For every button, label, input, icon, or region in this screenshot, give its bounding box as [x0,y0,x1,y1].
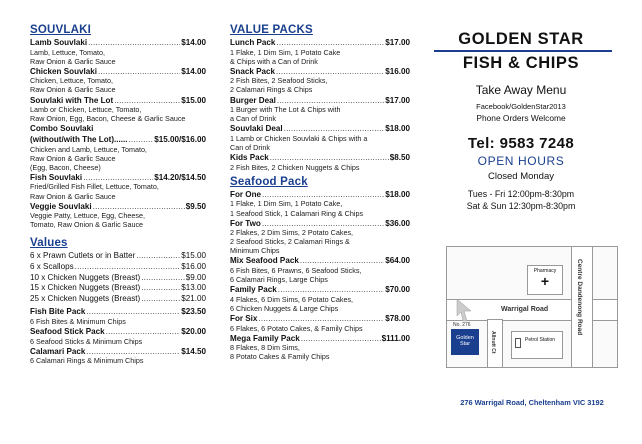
open-hours-title: OPEN HOURS [477,154,565,168]
menu-item-name: For Six [230,314,258,324]
allnutt-label: Allnutt Ct [490,331,496,354]
value-packs-list [230,38,410,172]
menu-item-description: 4 Flakes, 6 Dim Sims, 6 Potato Cakes, [230,294,354,304]
menu-item [230,256,410,284]
menu-item-row [230,67,410,77]
phone-number: Tel: 9583 7248 [467,135,575,152]
brand-rule [434,50,612,52]
menu-item-description: 1 Seafood Stick, 1 Calamari Ring & Chips [230,208,364,218]
dot-leader [262,219,384,229]
menu-item-name: (without/with The Lot)...... [30,134,128,144]
dot-leader [141,294,180,304]
menu-item-description: Can of Drink [230,143,270,153]
dot-leader [278,285,384,295]
menu-item-price: $14.20/$14.50 [154,172,206,182]
menu-item [230,96,410,124]
menu-item-name: For Two [230,218,261,228]
menu-item-name: Mega Family Pack [230,333,300,343]
menu-item-description: 8 Flakes, 8 Dim Sims, [230,343,300,353]
menu-item-price: $9.00 [185,272,206,282]
menu-item-description: Lamb, Lettuce, Tomato, [30,47,105,57]
brand-name: GOLDEN STAR [458,30,584,48]
brand-subtitle: FISH & CHIPS [462,54,580,72]
menu-item-row [230,285,410,295]
menu-item-price: $15.00/$16.00 [154,134,206,144]
dot-leader [86,307,180,317]
menu-item-row [230,190,410,200]
menu-item-price: $64.00 [385,256,410,266]
menu-item [30,173,206,201]
hours-weekend: Sat & Sun 12:30pm-8:30pm [466,201,576,211]
dot-leader [136,251,180,261]
menu-item-row [30,96,206,106]
menu-item-description: Lamb or Chicken, Lettuce, Tomato, [30,105,142,115]
menu-item-description: 2 Seafood Sticks, 2 Calamari Rings & [230,237,350,247]
menu-item-name: Veggie Souvlaki [30,201,92,211]
menu-item-row [30,347,206,357]
menu-item-description: (Egg, Bacon, Cheese) [30,162,101,172]
petrol-station-block [511,331,563,359]
dot-leader [300,256,384,266]
menu-item-name: 6 x Scallops [30,261,74,271]
menu-item-row [30,173,206,183]
menu-item-price: $23.50 [181,307,206,317]
dot-leader [284,124,385,134]
menu-item-row [30,273,206,283]
petrol-label: Petrol Station [525,337,556,343]
menu-item-price: $70.00 [385,285,410,295]
dot-leader [276,38,384,48]
menu-item-row [230,256,410,266]
menu-item-description: 6 Fish Bites & Minimum Chips [30,316,126,326]
menu-item-name: 25 x Chicken Nuggets (Breast) [30,293,141,303]
menu-item-price: $17.00 [385,38,410,47]
menu-item [230,334,410,362]
closed-day: Closed Monday [487,171,554,182]
menu-item-price: $15.00 [181,95,206,105]
menu-item-price: $78.00 [385,314,410,324]
menu-item [30,38,206,66]
menu-item-description: Raw Onion & Garlic Sauce [30,85,116,95]
menu-item-row [30,38,206,48]
menu-item-description: 2 Fish Bites, 2 Seafood Sticks, [230,76,328,86]
menu-item-row [230,38,410,48]
opening-hours [426,188,616,212]
value-packs-title: VALUE PACKS [230,24,313,36]
menu-item-description: 6 Chicken Nuggets & Large Chips [230,303,339,313]
menu-item [230,190,410,218]
menu-item-description: 6 Calamari Rings & Minimum Chips [30,356,144,366]
souvlaki-title: SOUVLAKI [30,24,92,36]
menu-item-name: Chicken Souvlaki [30,66,98,76]
menu-item-price: $16.00 [385,66,410,76]
menu-item [230,314,410,333]
dot-leader [301,334,381,344]
dot-leader [277,96,384,106]
menu-item [30,347,206,366]
menu-item-price: $8.50 [389,153,410,163]
menu-item-row [30,135,206,145]
menu-item-price: $14.00 [181,38,206,47]
menu-item-name: Burger Deal [230,95,276,105]
menu-item [30,327,206,346]
menu-item [230,38,410,66]
menu-item-description: 1 Burger with The Lot & Chips with [230,105,341,115]
menu-item-description: 2 Flakes, 2 Dim Sims, 2 Potato Cakes, [230,228,354,238]
dot-leader [106,327,181,337]
menu-item-name: Mix Seafood Pack [230,256,299,266]
shop-address: 276 Warrigal Road, Cheltenham VIC 3192 [460,398,604,407]
menu-item-description: Chicken and Lamb, Lettuce, Tomato, [30,144,147,154]
menu-item-row [30,327,206,337]
menu-item-price: $15.00 [181,251,206,261]
menu-item-description: 6 Fish Bites, 6 Prawns, 6 Seafood Sticks, [230,266,362,276]
menu-item-price: $20.00 [181,327,206,337]
dot-leader [262,190,384,200]
brand-logo [426,30,616,73]
dot-leader [258,314,384,324]
dot-leader [93,202,185,212]
pharmacy-block [527,265,563,295]
column-info [426,24,616,212]
menu-item [230,219,410,256]
dot-leader [141,283,180,293]
phone-orders-text: Phone Orders Welcome [476,113,566,123]
shop-marker [451,329,479,355]
menu-item-description: Veggie Patty, Lettuce, Egg, Cheese, [30,211,145,221]
menu-item-name: Souvlaki with The Lot [30,95,114,105]
menu-item-price: $36.00 [385,218,410,228]
menu-item-name: Souvlaki Deal [230,124,283,134]
menu-item-description: & Chips with a Can of Drink [230,56,318,66]
menu-item [30,283,206,293]
menu-item-price: $14.50 [181,346,206,356]
menu-item-name: Lamb Souvlaki [30,38,88,47]
menu-item-row [230,219,410,229]
menu-item-price: $18.00 [385,124,410,134]
menu-item-row [30,307,206,317]
menu-item-description: Raw Onion, Egg, Bacon, Cheese & Garlic Sauce [30,114,186,124]
dot-leader [98,67,180,77]
menu-item-description: Chicken, Lettuce, Tomato, [30,76,113,86]
fuel-pump-icon [515,338,521,348]
menu-item-name: Seafood Stick Pack [30,327,105,337]
facebook-handle: Facebook/GoldenStar2013 [476,102,566,111]
menu-item-price: $16.00 [181,261,206,271]
column-packs [230,24,410,362]
dot-leader [75,262,181,272]
dot-leader [114,96,180,106]
column-souvlaki-values [30,24,206,365]
dot-leader [276,67,384,77]
menu-item-row [230,314,410,324]
menu-item-description: Raw Onion & Garlic Sauce [30,153,116,163]
dot-leader [83,173,153,183]
menu-item-row [230,96,410,106]
menu-item-description: Raw Onion & Garlic Sauce [30,191,116,201]
seafood-pack-list [230,190,410,362]
takeaway-heading: Take Away Menu [475,83,567,97]
souvlaki-list [30,38,206,229]
menu-item-description: 2 Fish Bites, 2 Chicken Nuggets & Chips [230,162,360,172]
menu-item-name: For One [230,189,262,199]
dot-leader [86,347,180,357]
menu-item-row [30,294,206,304]
menu-item-row [30,202,206,212]
menu-item-name: 15 x Chicken Nuggets (Breast) [30,283,141,293]
street-number: No. 276 [453,322,471,328]
menu-item-name: Combo Souvlaki [30,124,94,134]
menu-item [30,251,206,261]
menu-item-description: 6 Flakes, 6 Potato Cakes, & Family Chips [230,323,363,333]
menu-item [30,294,206,304]
hours-weekday: Tues - Fri 12:00pm-8:30pm [467,189,575,199]
menu-item [230,285,410,313]
menu-item-row [230,124,410,134]
menu-item [30,262,206,272]
pharmacy-cross-icon: + [540,273,550,289]
warrigal-road-label: Warrigal Road [501,306,549,313]
menu-item [230,124,410,152]
menu-item-description: a Can of Drink [230,114,276,124]
menu-item-name: Calamari Pack [30,346,86,356]
menu-item [30,96,206,124]
menu-item-name: Snack Pack [230,66,275,76]
menu-item-price: $9.50 [185,201,206,211]
menu-item [30,135,206,172]
menu-item-row [30,283,206,293]
menu-item-price: $111.00 [381,333,410,343]
menu-item-description: Tomato, Raw Onion & Garlic Sauce [30,220,144,230]
menu-item-description: 1 Lamb or Chicken Souvlaki & Chips with a [230,133,368,143]
menu-item-row [230,334,410,344]
menu-item [30,273,206,283]
menu-item [30,307,206,326]
menu-item-description: Fried/Grilled Fish Fillet, Lettuce, Tomato, [30,182,159,192]
menu-item [30,67,206,95]
menu-item-name: Kids Pack [230,153,269,163]
centre-dandenong-label: Centre Dandenong Road [576,259,583,336]
location-map [446,246,618,368]
menu-item-name: Lunch Pack [230,38,276,47]
shop-label: Golden Star [456,335,474,347]
menu-item-description: 6 Calamari Rings, Large Chips [230,275,328,285]
menu-item-name: Fish Bite Pack [30,307,86,317]
menu-item [30,202,206,230]
menu-item [230,67,410,95]
menu-item-price: $14.00 [181,66,206,76]
menu-item-price: $13.00 [181,283,206,293]
values-packs-list [30,307,206,365]
dot-leader [270,153,389,163]
seafood-pack-title: Seafood Pack [230,175,308,188]
menu-item-price: $17.00 [385,95,410,105]
values-list [30,251,206,303]
menu-item-price: $21.00 [181,293,206,303]
pharmacy-label: Pharmacy [533,268,557,274]
location-arrow-icon [455,297,473,323]
menu-item-description: 2 Calamari Rings & Chips [230,85,313,95]
menu-item-price: $18.00 [385,189,410,199]
menu-item-row [30,67,206,77]
values-title: Values [30,237,68,250]
menu-item-name: Family Pack [230,285,277,295]
menu-item-name: 10 x Chicken Nuggets (Breast) [30,272,141,282]
dot-leader [88,38,180,48]
menu-item [230,153,410,172]
menu-item-row [30,124,206,134]
dot-leader [141,273,185,283]
menu-item-name: 6 x Prawn Cutlets or in Batter [30,251,136,261]
menu-item-description: 8 Potato Cakes & Family Chips [230,352,330,362]
menu-item-description: 1 Flake, 1 Dim Sim, 1 Potato Cake, [230,199,343,209]
menu-item-name: Fish Souvlaki [30,172,83,182]
menu-item-description: 6 Seafood Sticks & Minimum Chips [30,336,143,346]
menu-item-row [30,251,206,261]
menu-item-description: 1 Flake, 1 Dim Sim, 1 Potato Cake [230,47,341,57]
menu-item-row [30,262,206,272]
menu-item [30,124,206,134]
dot-leader [129,135,154,145]
menu-item-row [230,153,410,163]
menu-item-description: Minimum Chips [230,246,280,256]
menu-item-description: Raw Onion & Garlic Sauce [30,56,116,66]
